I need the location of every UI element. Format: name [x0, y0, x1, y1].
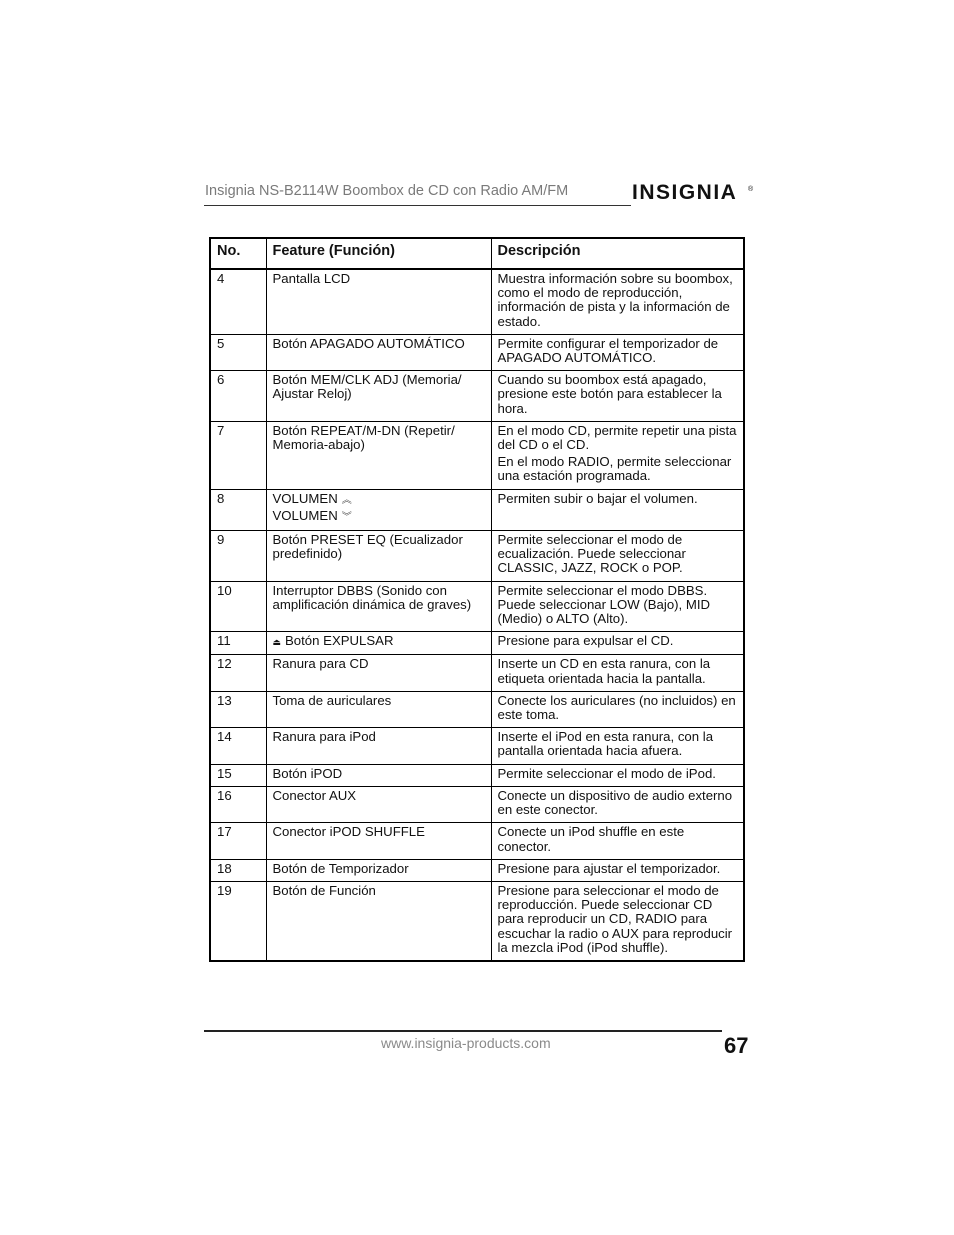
table-row — [210, 764, 744, 786]
row-feature: Toma de auriculares — [266, 691, 491, 727]
row-no: 4 — [210, 269, 266, 334]
volume-down-label: VOLUMEN — [272, 507, 338, 523]
volume-up-label: VOLUMEN — [272, 490, 338, 506]
row-no: 11 — [210, 632, 266, 655]
row-description: Permite configurar el temporizador de APAGADO AUTOMÁTICO. — [491, 334, 744, 370]
row-description: Permite seleccionar el modo de ecualización. Puede seleccionar CLASSIC, JAZZ, ROCK o POP. — [491, 531, 744, 582]
table-row — [210, 334, 744, 370]
row-description: Cuando su boombox está apagado, presione este botón para establecer la hora. — [491, 371, 744, 422]
header-no: No. — [210, 238, 266, 269]
row-no: 12 — [210, 655, 266, 691]
row-feature: Ranura para iPod — [266, 728, 491, 764]
row-description: Permite seleccionar el modo DBBS. Puede seleccionar LOW (Bajo), MID (Medio) o ALTO (Alto). — [491, 581, 744, 632]
row-no: 14 — [210, 728, 266, 764]
row-feature: Interruptor DBBS (Sonido con amplificación dinámica de graves) — [266, 581, 491, 632]
table-row — [210, 531, 744, 582]
row-description: En el modo CD, permite repetir una pista del CD o el CD. En el modo RADIO, permite seleccionar una estación programada. — [491, 421, 744, 489]
volume-down-icon: ︾ — [341, 511, 352, 523]
row-description: Conecte los auriculares (no incluidos) en este toma. — [491, 691, 744, 727]
page-header-title: Insignia NS-B2114W Boombox de CD con Radio AM/FM — [205, 183, 569, 199]
table-row — [210, 859, 744, 881]
row-no: 6 — [210, 371, 266, 422]
table-row — [210, 823, 744, 859]
page-number: 67 — [724, 1033, 749, 1058]
row-description: Inserte un CD en esta ranura, con la etiqueta orientada hacia la pantalla. — [491, 655, 744, 691]
row-feature — [266, 489, 491, 530]
table-row — [210, 421, 744, 489]
row-no: 9 — [210, 531, 266, 582]
row-description: Inserte el iPod en esta ranura, con la pantalla orientada hacia afuera. — [491, 728, 744, 764]
table-row — [210, 489, 744, 530]
row-no: 7 — [210, 421, 266, 489]
row-description: Muestra información sobre su boombox, como el modo de reproducción, información de pista y la información de estado. — [491, 269, 744, 334]
row-description: Presione para seleccionar el modo de reproducción. Puede seleccionar CD para reproducir un CD, RADIO para escuchar la radio o AUX para reproducir la mezcla iPod (iPod shuffle). — [491, 881, 744, 961]
row-feature: ⏏ Botón EXPULSAR — [266, 632, 491, 655]
row-feature: Ranura para CD — [266, 655, 491, 691]
logo-trademark: ® — [748, 186, 754, 193]
features-table — [209, 237, 745, 962]
row-no: 10 — [210, 581, 266, 632]
row-no: 13 — [210, 691, 266, 727]
table-row — [210, 728, 744, 764]
row-feature: Botón REPEAT/M-DN (Repetir/ Memoria-abajo) — [266, 421, 491, 489]
table-row — [210, 371, 744, 422]
table-header-row — [210, 238, 744, 269]
row-no: 15 — [210, 764, 266, 786]
row-feature: Conector AUX — [266, 786, 491, 822]
eject-icon: ⏏ — [272, 637, 282, 648]
row-no: 17 — [210, 823, 266, 859]
row-feature: Botón de Función — [266, 881, 491, 961]
table-row — [210, 632, 744, 655]
row-feature: Botón PRESET EQ (Ecualizador predefinido) — [266, 531, 491, 582]
table-row — [210, 269, 744, 334]
row-description: Conecte un dispositivo de audio externo en este conector. — [491, 786, 744, 822]
footer-url[interactable]: www.insignia-products.com — [381, 1035, 551, 1051]
row-description: Permiten subir o bajar el volumen. — [491, 489, 744, 530]
row-description: Permite seleccionar el modo de iPod. — [491, 764, 744, 786]
table-row — [210, 881, 744, 961]
footer-rule — [204, 1030, 722, 1032]
row-feature: Botón de Temporizador — [266, 859, 491, 881]
row-description: Conecte un iPod shuffle en este conector. — [491, 823, 744, 859]
row-feature: Conector iPOD SHUFFLE — [266, 823, 491, 859]
header-feature: Feature (Función) — [266, 238, 491, 269]
row-feature: Botón APAGADO AUTOMÁTICO — [266, 334, 491, 370]
header-rule — [204, 205, 631, 206]
row-no: 19 — [210, 881, 266, 961]
row-feature: Botón MEM/CLK ADJ (Memoria/ Ajustar Reloj) — [266, 371, 491, 422]
volume-up-icon: ︽ — [341, 494, 352, 506]
row-feature: Botón iPOD — [266, 764, 491, 786]
header-description: Descripción — [491, 238, 744, 269]
insignia-logo: INSIGNIA — [632, 181, 738, 204]
table-row — [210, 691, 744, 727]
row-description: Presione para ajustar el temporizador. — [491, 859, 744, 881]
table-row — [210, 786, 744, 822]
table-row — [210, 655, 744, 691]
row-feature: Pantalla LCD — [266, 269, 491, 334]
row-description: Presione para expulsar el CD. — [491, 632, 744, 655]
row-no: 5 — [210, 334, 266, 370]
row-no: 16 — [210, 786, 266, 822]
table-row — [210, 581, 744, 632]
row-no: 18 — [210, 859, 266, 881]
row-no: 8 — [210, 489, 266, 530]
